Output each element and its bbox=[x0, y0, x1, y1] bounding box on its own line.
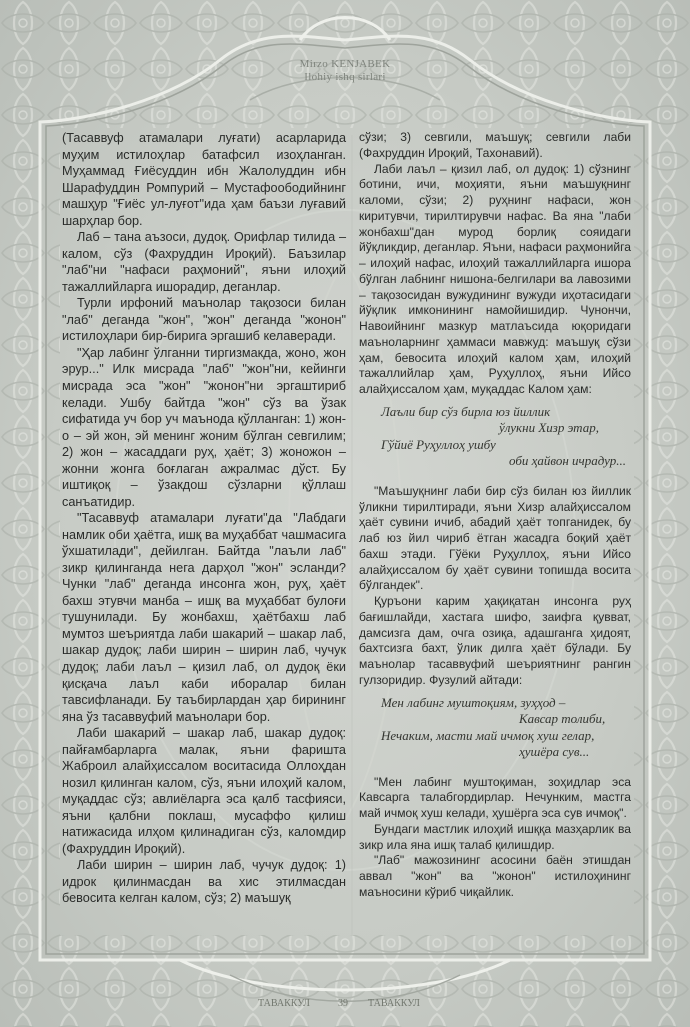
paragraph: "Мен лабинг муштоқиман, зоҳидлар эса Кавсарга талабгордирлар. Нечунким, мастга май ичмоқ хуш келади, ҳушёрга эса сув ичмоқ". bbox=[359, 774, 631, 820]
paragraph: "Маъшуқнинг лаби бир сўз билан юз йиллик ўликни тирилтиради, яъни Хизр алайҳиссалом ҳаёт сувини ичиб, абадий ҳаёт топганидек, бу лаб юз йил чириб ётган жасадга боқий ҳаёт бахш этади. Гўёки Руҳуллоҳ, яъни Ийсо алайҳиссалом бу ҳаёт сувини топишда восита бўлгандек". bbox=[359, 483, 631, 593]
poem-line: Лаъли бир сўз бирла юз йиллик bbox=[381, 403, 551, 419]
footer-right-title: ТАВАККУЛ bbox=[368, 998, 420, 1009]
running-header bbox=[0, 58, 690, 84]
poem-line: Кавсар толиби, bbox=[519, 711, 606, 726]
paragraph: сўзи; 3) севгили, маъшуқ; севгили лаби (Фахруддин Ироқий, Тахонавий). bbox=[359, 130, 631, 160]
poem-line: Мен лабинг муштоқиям, зуҳҳод – bbox=[381, 694, 566, 710]
poem-line: оби ҳайвон ичрадур... bbox=[509, 453, 627, 469]
paragraph: "Лаб" мажозининг асосини баён этишдан аввал "жон" ва "жонон" истилоҳининг маъносини кўриб чиқайлик. bbox=[359, 853, 631, 899]
poem-line: ҳушёра сув... bbox=[519, 744, 590, 759]
paragraph: Лаби шакарий – шакар лаб, шакар дудоқ: пайғамбарларга малак, яъни фаришта Жаброил алайҳиссалом воситасида Оллоҳдан нозил қилинган калом, сўз, яъни илоҳий калом, муқаддас сўз; авлиёларга эса қалб тасфияси, яъни қалбни поклаш, мусаффо қилиш натижасида илҳом қилинадиган сўз, каломдир (Фахруддин Ироқий). bbox=[62, 726, 346, 856]
paragraph: Турли ирфоний маънолар тақозоси билан "лаб" деганда "жон", "жон" деганда "жонон" истилоҳлари бир-бирига эргашиб келаверади. bbox=[62, 296, 346, 344]
poem-fuzuliy bbox=[359, 695, 631, 761]
paragraph: Лаби лаъл – қизил лаб, ол дудоқ: 1) сўзнинг ботини, ичи, моҳияти, яъни маъшуқнинг каломи, сўзи; 2) руҳнинг нафаси, жон киритувчи, тирилтирувчи нафас. Ва яна "лаби жонбахш"дан мурод борлиқ сояидаги йўқликдир, деганлар. Яъни, нафаси раҳмонийга – илоҳий нафас, илоҳий тажаллийларга ишора бўлган лабнинг нишона-белгилари ва лавозими – тақозосидан вужудининг вужуди иҳотасидаги йўқлик имконининг намойишидир. Чунончи, Навоийнинг мазкур матлаъсида юқоридаги маъноларнинг ҳаммаси мавжуд: маъшуқ сўзи ҳам, бевосита илоҳий калом ҳам, илоҳий тажаллийлар ҳам, Руҳуллоҳ, яъни Ийсо алайҳиссалом ҳам, муқаддас Калом ҳам: bbox=[359, 161, 631, 396]
footer-left-title: ТАВАККУЛ bbox=[258, 998, 310, 1009]
paragraph: Лаби ширин – ширин лаб, чучук дудоқ: 1) идрок қилинмасдан ва хис этилмасдан бевосита келган калом, сўз; 2) маъшуқ bbox=[62, 858, 346, 906]
right-column bbox=[359, 130, 631, 901]
page-number: 39 bbox=[338, 998, 348, 1009]
left-column bbox=[62, 130, 346, 907]
poem-line: ўлукни Хизр этар, bbox=[499, 420, 599, 436]
header-title: Ilohiy ishq sirlari bbox=[304, 71, 386, 83]
running-footer bbox=[0, 998, 690, 1014]
poem-line: Нечаким, масти май ичмоқ хуш гелар, bbox=[381, 727, 595, 743]
paragraph: (Тасаввуф атамалари луғати) асарларида муҳим истилоҳлар батафсил изоҳланган. Муҳаммад Ғиёсуддин ибн Жалолуддин ибн Шарафуддин Ромпурий – Мустафоободийнинг машҳур "Ғиёс ул-луғот"ида ҳам баъзи луғавий шарҳлар бор. bbox=[62, 131, 346, 228]
paragraph: "Ҳар лабинг ўлганни тиргизмакда, жоно, жон эрур..." Илк мисрада "лаб" "жон"ни, кейинги мисрада эса "жон" "жонон"ни эргаштириб келади. Ушбу байтда "жон" сўз ва ўзак сифатида уч бор уч маънода қўлланган: 1) жон-о – эй жон, эй менинг жоним бўлган севгилим; 2) жон – жасаддаги руҳ, ҳаёт; 3) жоножон – жонни жонга боғлаган ажралмас дўст. Бу иштиқоқ – ўзакдош сўзларни қўллаш санъатидир. bbox=[62, 345, 346, 509]
header-author: Mirzo KENJABEK bbox=[299, 58, 391, 70]
poem-navoiy bbox=[359, 404, 631, 470]
poem-line: Гўйиё Руҳуллоҳ ушбу bbox=[381, 436, 496, 452]
paragraph: Бундаги мастлик илоҳий ишққа мазҳарлик ва зикр ила яна ишқ талаб қилишдир. bbox=[359, 821, 631, 852]
paragraph: Қуръони карим ҳақиқатан инсонга руҳ бағишлайди, хастага шифо, заифга қувват, дамсизга дам, очга озиқа, адашганга ҳидоят, бахтсизга бахт, ўлик дилга ҳаёт бўлади. Бу маънолар тасаввуфий шеъриятнинг рангин гулзоридир. Фузулий айтади: bbox=[359, 594, 631, 687]
paragraph: "Тасаввуф атамалари луғати"да "Лабдаги намлик оби ҳаётга, ишқ ва муҳаббат чашмасига ўхшатилади", дейилган. Байтда "лаъли лаб" зикр қилинганда нега дарҳол "жон" эсланди? Чунки "лаб" деганда инсонга жон, руҳ, ҳаёт бахш этувчи манба – ишқ ва муҳаббат булоғи тушунилади. Бу жонбахш, ҳаётбахш лаб мумтоз шеъриятда лаби шакарий – шакар лаб, шакар дудоқ; лаби ширин – ширин лаб, чучук дудоқ; лаби лаъл – қизил лаб, ол дудоқ ёки қисқача лаъл каби иборалар билан тавсифланади. Бу таъбирлардан ҳар бирининг яна ўз тасаввуфий маънолари бор. bbox=[62, 511, 346, 724]
paragraph: Лаб – тана аъзоси, дудоқ. Орифлар тилида – калом, сўз (Фахруддин Ироқий). Баъзилар "лаб"ни "нафаси раҳмоний", яъни илоҳий тажаллийларга ишорадир, деганлар. bbox=[62, 230, 346, 294]
